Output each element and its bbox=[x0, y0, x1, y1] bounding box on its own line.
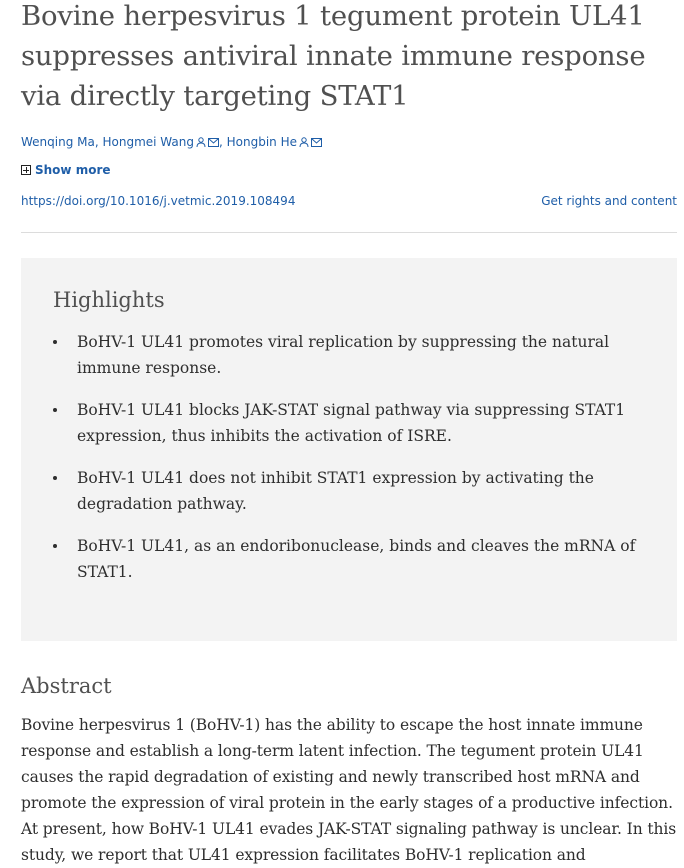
divider bbox=[21, 232, 677, 233]
list-item bbox=[53, 329, 643, 381]
abstract-heading: Abstract bbox=[21, 674, 112, 698]
abstract-text: Bovine herpesvirus 1 (BoHV-1) has the ability to escape the host innate immune response and establish a long-term latent infection. The tegument protein UL41 causes the rapid degradation of existing and newly transcribed host mRNA and promote the expression of viral protein in the early stages of a productive infection. At present, how BoHV-1 UL41 evades JAK-STAT signaling pathway is unclear. In this study, we report that UL41 expression facilitates BoHV-1 replication and bbox=[21, 716, 677, 864]
highlights-list bbox=[53, 329, 643, 601]
doi-link[interactable]: https://doi.org/10.1016/j.vetmic.2019.108494 bbox=[21, 194, 296, 208]
envelope-icon[interactable] bbox=[208, 136, 219, 150]
highlight-text: BoHV-1 UL41, as an endoribonuclease, binds and cleaves the mRNA of STAT1. bbox=[77, 537, 636, 581]
author-link-2[interactable]: Hongbin He bbox=[226, 135, 297, 149]
highlights-panel bbox=[21, 258, 677, 641]
list-item bbox=[53, 465, 643, 517]
highlight-text: BoHV-1 UL41 promotes viral replication by suppressing the natural immune response. bbox=[77, 333, 610, 377]
highlight-text: BoHV-1 UL41 blocks JAK-STAT signal pathway via suppressing STAT1 expression, thus inhibits the activation of ISRE. bbox=[77, 401, 626, 445]
person-icon[interactable] bbox=[196, 136, 206, 150]
list-item bbox=[53, 533, 643, 585]
show-more-label: Show more bbox=[35, 163, 111, 177]
plus-box-icon bbox=[21, 165, 31, 175]
author-link-0[interactable]: Wenqing Ma bbox=[21, 135, 95, 149]
envelope-icon[interactable] bbox=[311, 136, 322, 150]
author-list bbox=[21, 135, 322, 150]
highlights-heading: Highlights bbox=[53, 288, 165, 312]
author-separator: , bbox=[218, 135, 227, 149]
author-link-1[interactable]: Hongmei Wang bbox=[102, 135, 194, 149]
article-title: Bovine herpesvirus 1 tegument protein UL41 suppresses antiviral innate immune response via directly targeting STAT1 bbox=[21, 0, 646, 112]
list-item bbox=[53, 397, 643, 449]
person-icon[interactable] bbox=[299, 136, 309, 150]
highlight-text: BoHV-1 UL41 does not inhibit STAT1 expression by activating the degradation pathway. bbox=[77, 469, 594, 513]
bullet-icon bbox=[53, 340, 57, 344]
author-separator: , bbox=[94, 135, 103, 149]
show-more-button[interactable] bbox=[21, 163, 111, 177]
bullet-icon bbox=[53, 544, 57, 548]
bullet-icon bbox=[53, 408, 57, 412]
bullet-icon bbox=[53, 476, 57, 480]
rights-link[interactable]: Get rights and content bbox=[541, 194, 677, 208]
